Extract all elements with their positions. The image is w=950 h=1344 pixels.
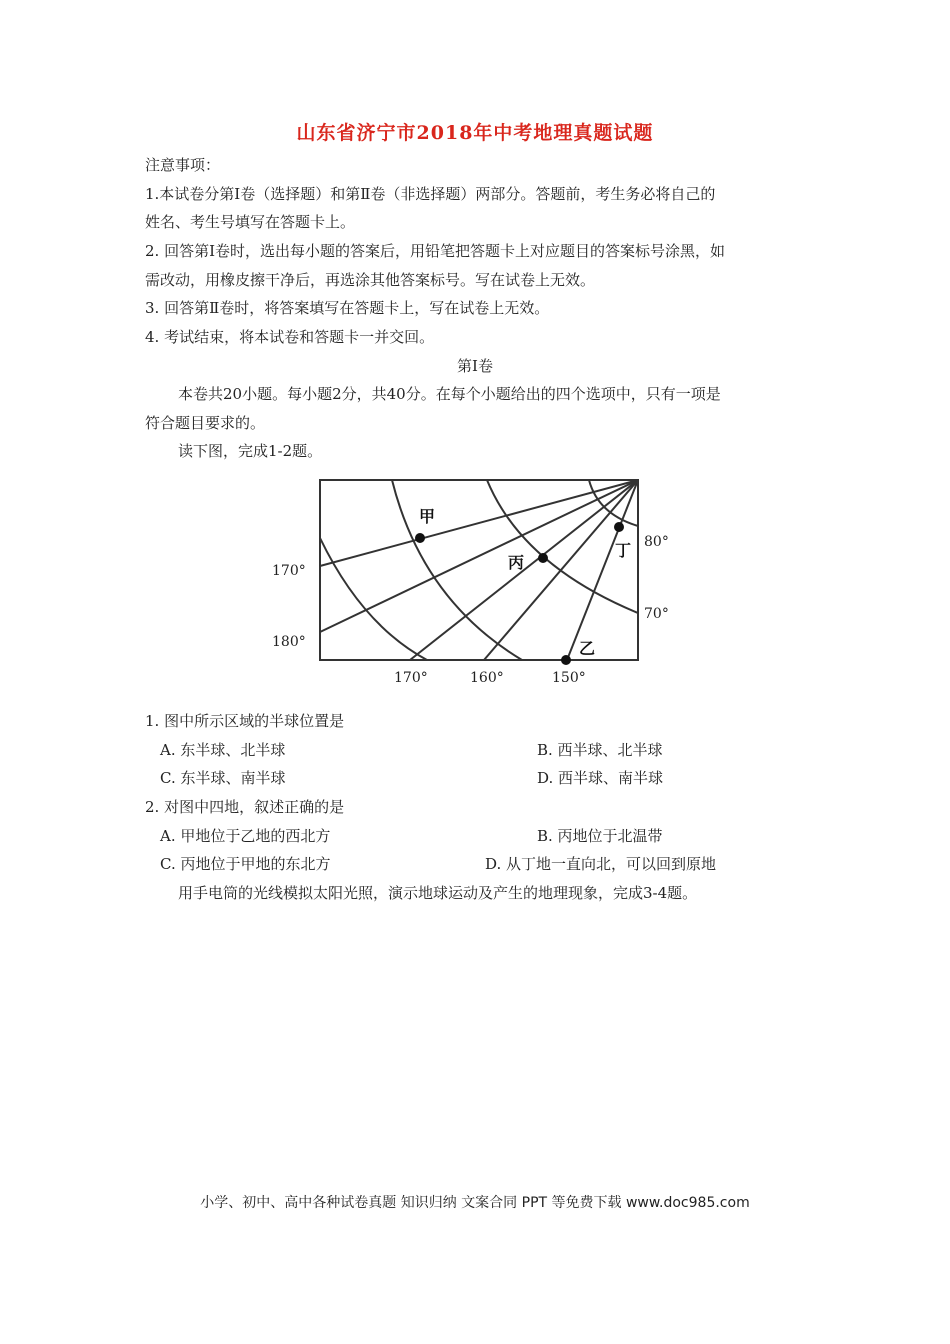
intro-line-2: 符合题目要求的。 (145, 414, 266, 432)
point-yi (561, 655, 571, 665)
bottom-label-150: 150° (552, 670, 586, 686)
point-jia (415, 533, 425, 543)
q1-option-c: C. 东半球、南半球 (160, 769, 286, 787)
intro-line-1: 本卷共20小题。每小题2分，共40分。在每个小题给出的四个选项中，只有一项是 (178, 385, 721, 403)
map-frame (320, 480, 638, 660)
notice-line-4: 需改动，用橡皮擦干净后，再选涂其他答案标号。写在试卷上无效。 (145, 271, 596, 289)
graticule-map-figure (262, 470, 722, 695)
q2-option-a: A. 甲地位于乙地的西北方 (160, 827, 331, 845)
parallel-arc-middle (392, 480, 525, 660)
page-footer: 小学、初中、高中各种试卷真题 知识归纳 文案合同 PPT 等免费下载 www.doc985.com (200, 1195, 750, 1211)
right-label-80: 80° (644, 534, 669, 550)
label-jia: 甲 (419, 507, 436, 526)
notice-line-1: 1.本试卷分第Ⅰ卷（选择题）和第Ⅱ卷（非选择题）两部分。答题前，考生务必将自己的 (145, 185, 716, 203)
parallel-arc-outer (320, 538, 427, 660)
next-question-intro: 用手电筒的光线模拟太阳光照，演示地球运动及产生的地理现象，完成3-4题。 (178, 884, 698, 902)
bottom-label-160: 160° (470, 670, 504, 686)
meridian-line-170-left (320, 480, 638, 566)
notice-line-6: 4. 考试结束，将本试卷和答题卡一并交回。 (145, 328, 435, 346)
q2-option-b: B. 丙地位于北温带 (537, 827, 663, 845)
point-bing (538, 553, 548, 563)
q2-option-d: D. 从丁地一直向北，可以回到原地 (485, 855, 717, 873)
section-title: 第Ⅰ卷 (457, 357, 493, 375)
notice-heading: 注意事项： (145, 156, 221, 174)
notice-line-2: 姓名、考生号填写在答题卡上。 (145, 213, 356, 231)
left-label-180: 180° (272, 634, 306, 650)
left-label-170: 170° (272, 563, 306, 579)
q1-option-d: D. 西半球、南半球 (537, 769, 664, 787)
bottom-label-170: 170° (394, 670, 428, 686)
q2-option-c: C. 丙地位于甲地的东北方 (160, 855, 331, 873)
label-ding: 丁 (615, 541, 632, 560)
q1-stem: 1. 图中所示区域的半球位置是 (145, 712, 345, 730)
read-figure-instruction: 读下图，完成1-2题。 (178, 442, 323, 460)
q1-option-b: B. 西半球、北半球 (537, 741, 663, 759)
notice-line-3: 2. 回答第Ⅰ卷时，选出每小题的答案后，用铅笔把答题卡上对应题目的答案标号涂黑，如 (145, 242, 726, 260)
label-yi: 乙 (579, 639, 596, 658)
point-ding (614, 522, 624, 532)
right-label-70: 70° (644, 606, 669, 622)
notice-line-5: 3. 回答第Ⅱ卷时，将答案填写在答题卡上，写在试卷上无效。 (145, 299, 550, 317)
q2-stem: 2. 对图中四地，叙述正确的是 (145, 798, 345, 816)
page-title: 山东省济宁市2018年中考地理真题试题 (296, 122, 654, 144)
meridian-line-180-left (320, 480, 638, 632)
q1-option-a: A. 东半球、北半球 (160, 741, 286, 759)
label-bing: 丙 (508, 553, 525, 572)
